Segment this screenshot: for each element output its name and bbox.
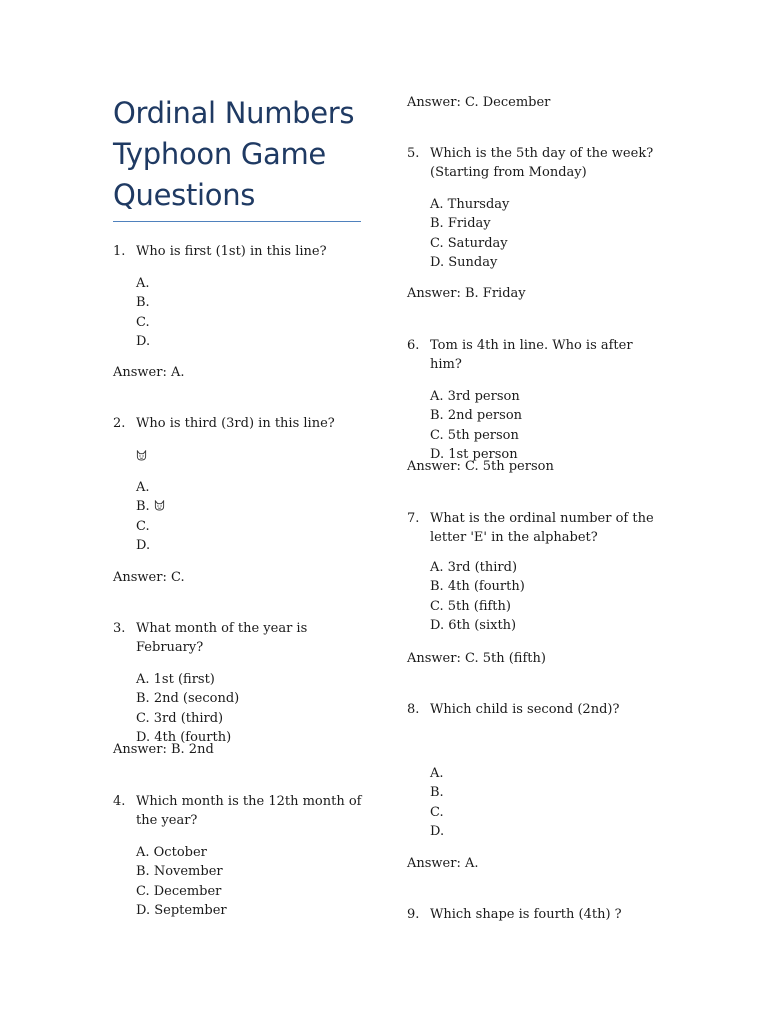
question-text: Tom is 4th in line. Who is after him?	[430, 338, 633, 372]
question-number: 9.	[407, 907, 420, 922]
answer-4: Answer: C. December	[407, 95, 551, 110]
question-text: Who is first (1st) in this line?	[136, 244, 327, 259]
answer-7: Answer: C. 5th (fifth)	[407, 651, 546, 666]
question-number: 3.	[113, 621, 126, 636]
question-text: What is the ordinal number of the letter 'E' in the alphabet?	[430, 511, 654, 545]
option-b: B.	[136, 295, 150, 311]
option-list	[136, 274, 363, 351]
answer-1: Answer: A.	[113, 365, 185, 380]
option-list	[430, 387, 657, 464]
option-d: D. 4th (fourth)	[136, 729, 232, 745]
cat-face-icon	[136, 450, 147, 461]
question-5	[407, 144, 657, 272]
option-a: A. 3rd (third)	[430, 560, 518, 575]
option-c: C.	[136, 314, 150, 330]
question-3	[113, 619, 363, 747]
option-d: D. 6th (sixth)	[430, 617, 517, 633]
option-c: C. 5th person	[430, 427, 519, 443]
page-title: Ordinal Numbers Typhoon Game Questions	[113, 96, 355, 212]
cat-face-icon	[154, 500, 165, 511]
question-number: 8.	[407, 702, 420, 717]
question-number: 1.	[113, 244, 126, 259]
option-b-label: B.	[136, 499, 150, 515]
option-b: B. 4th (fourth)	[430, 579, 525, 595]
option-d: D. Sunday	[430, 254, 498, 270]
option-b	[136, 497, 363, 516]
option-c: C. 3rd (third)	[136, 710, 224, 726]
option-a: A. 3rd person	[430, 389, 520, 404]
question-text: Which is the 5th day of the week? (Starting from Monday)	[430, 146, 654, 180]
option-list	[430, 558, 657, 635]
option-d: D.	[136, 537, 151, 553]
option-a: A. 1st (first)	[136, 672, 215, 687]
answer-5: Answer: B. Friday	[407, 286, 526, 301]
option-c: C. 5th (fifth)	[430, 598, 511, 614]
option-b: B. 2nd person	[430, 408, 523, 424]
question-8	[407, 700, 657, 841]
option-b: B.	[430, 785, 444, 801]
question-number: 7.	[407, 511, 420, 526]
question-number: 4.	[113, 794, 126, 809]
option-b: B. November	[136, 864, 223, 880]
question-9	[407, 905, 657, 924]
question-text: Which month is the 12th month of the year?	[136, 794, 362, 828]
option-list	[430, 764, 657, 841]
answer-6: Answer: C. 5th person	[407, 459, 554, 474]
question-image	[136, 446, 363, 467]
option-a: A. Thursday	[430, 197, 510, 212]
option-d: D.	[430, 823, 445, 839]
option-a: A. October	[136, 845, 207, 860]
question-4	[113, 792, 363, 920]
answer-8: Answer: A.	[407, 856, 479, 871]
question-text: Which child is second (2nd)?	[430, 702, 620, 717]
option-d: D.	[136, 333, 151, 349]
option-c: C. Saturday	[430, 235, 508, 251]
question-7	[407, 509, 657, 635]
answer-3: Answer: B. 2nd	[113, 742, 214, 757]
option-list	[136, 670, 363, 747]
title-divider	[113, 221, 361, 222]
question-number: 6.	[407, 338, 420, 353]
option-c: C. December	[136, 883, 222, 899]
question-1	[113, 242, 363, 351]
option-list	[136, 843, 363, 920]
option-b: B. Friday	[430, 216, 491, 232]
question-text: Who is third (3rd) in this line?	[136, 416, 335, 431]
question-2	[113, 414, 363, 555]
option-c: C.	[136, 518, 150, 534]
option-a: A.	[136, 480, 150, 495]
question-number: 5.	[407, 146, 420, 161]
option-d: D. September	[136, 902, 227, 918]
option-list	[136, 478, 363, 555]
question-6	[407, 336, 657, 464]
option-d: D. 1st person	[430, 446, 518, 462]
question-number: 2.	[113, 416, 126, 431]
option-list	[430, 195, 657, 272]
question-text: Which shape is fourth (4th) ?	[430, 907, 622, 922]
option-c: C.	[430, 804, 444, 820]
option-a: A.	[136, 276, 150, 291]
question-text: What month of the year is February?	[136, 621, 308, 655]
answer-2: Answer: C.	[113, 570, 185, 585]
option-a: A.	[430, 766, 444, 781]
option-b: B. 2nd (second)	[136, 691, 240, 707]
